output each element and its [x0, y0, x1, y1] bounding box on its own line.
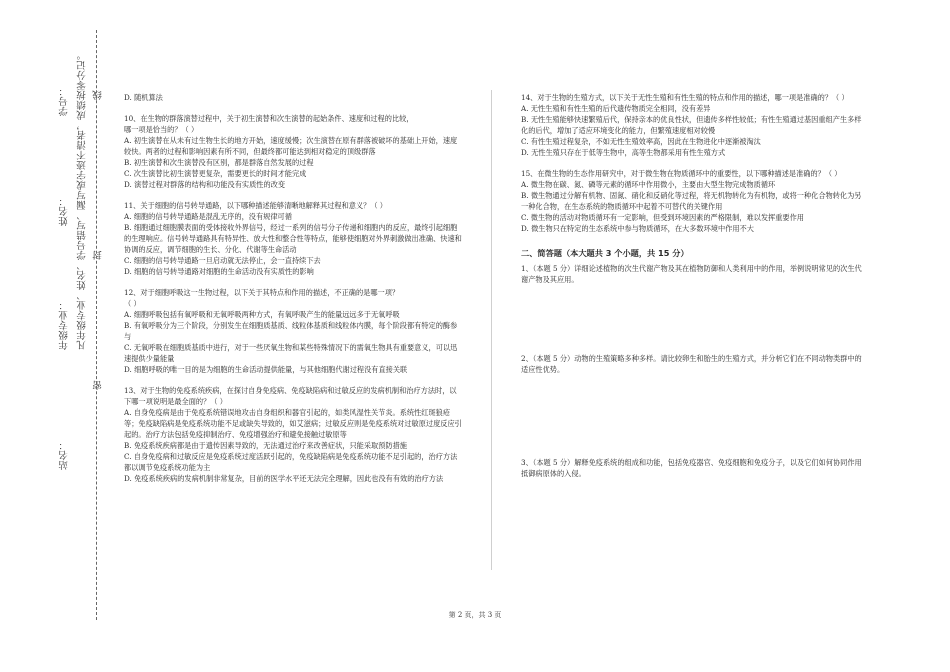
right-column: [521, 92, 866, 485]
question-9-continued: [124, 92, 462, 103]
answer-space: [521, 381, 866, 457]
question-stem: 11、关于细胞的信号转导通路，以下哪种描述能够清晰地解释其过程和意义？（ ）: [124, 201, 387, 210]
option-c: C. 次生演替比初生演替更复杂，需要更长的时间才能完成: [124, 169, 307, 178]
option-c: C. 微生物的活动对物质循环有一定影响，但受到环境因素的严格限制，难以发挥重要作用: [521, 213, 804, 222]
question-12: [124, 287, 462, 375]
binding-margin: [0, 0, 104, 672]
page-footer: 第 2 页，共 3 页: [448, 611, 502, 619]
option-a: A. 微生物在碳、氮、磷等元素的循环中作用微小，主要由大型生物完成物质循环: [521, 180, 776, 189]
xuehao-label: 学号：: [59, 86, 70, 116]
seal-line: [96, 30, 97, 620]
nianji-label: 年级专业：: [59, 300, 70, 350]
seal-text-mid: 封: [93, 250, 104, 260]
option-a: A. 细胞的信号转导通路是混乱无序的，没有规律可循: [124, 212, 292, 221]
option-a: A. 无性生殖和有性生殖的后代遗传物质完全相同，没有差异: [521, 104, 711, 113]
option-b: B. 细胞通过细胞膜表面的受体接收外界信号，经过一系列的信号分子传递和细胞内的反应，最终引起细胞的生理响应。信号转导通路具有特异性、放大性和整合性等特点，能够使细胞对外界刺激做出准确、快速和协调的反应，调节细胞的生长、分化、代谢等生命活动: [124, 223, 462, 254]
option-d: D. 免疫系统疾病的发病机制非常复杂，目前的医学水平还无法完全理解，因此也没有有效的治疗方法: [124, 474, 444, 483]
question-14: [521, 92, 866, 158]
option-b: B. 初生演替和次生演替没有区别，都是群落自然发展的过程: [124, 158, 314, 167]
xingming-label: 姓名：: [59, 196, 70, 226]
left-column: [124, 92, 462, 494]
answer-space: [521, 291, 866, 353]
option-d: D. 微生物只在特定的生态系统中参与物质循环，在大多数环境中作用不大: [521, 224, 754, 233]
option-d: D. 无性生殖只存在于低等生物中，高等生物都采用有性生殖方式: [521, 148, 726, 157]
zhanming-label: 站名：: [59, 440, 70, 470]
option-c: C. 无氧呼吸在细胞质基质中进行，对于一些厌氧生物和某些特殊情况下的需氧生物具有重要意义，可以迅速提供少量能量: [124, 343, 458, 363]
option-a: A. 细胞呼吸包括有氧呼吸和无氧呼吸两种方式，有氧呼吸产生的能量远远多于无氧呼吸: [124, 310, 400, 319]
seal-text-bottom: 密: [93, 380, 104, 390]
section-heading: 二、简答题（本大题共 3 个小题，共 15 分）: [521, 248, 689, 258]
short-answer-question-2: 2、（本题 5 分）动物的生殖策略多种多样。请比较卵生和胎生的生殖方式，并分析它们在不同动物类群中的适应性优势。: [521, 354, 862, 374]
option-d: D. 细胞的信号转导通路对细胞的生命活动没有实质性的影响: [124, 267, 314, 276]
question-stem: 15、在微生物的生态作用研究中，对于微生物在物质循环中的重要性，以下哪种描述是准确的？（ ）: [521, 169, 842, 178]
option-a: A. 自身免疫病是由于免疫系统错误地攻击自身组织和器官引起的，如类风湿性关节炎。系统性红斑狼疮等；免疫缺陷病是免疫系统功能不足或缺失导致的，如艾滋病；过敏反应则是免疫系统对过敏原过度反应引起的。治疗方法包括免疫抑制治疗、免疫增强治疗和避免接触过敏原等: [124, 408, 462, 439]
option-b: B. 微生物通过分解有机物、固氮、硝化和反硝化等过程，将无机物转化为有机物，或将一种化合物转化为另一种化合物，在生态系统的物质循环中起着不可替代的关键作用: [521, 191, 862, 211]
short-answer-question-3: 3、（本题 5 分）解释免疫系统的组成和功能，包括免疫器官、免疫细胞和免疫分子，以及它们如何协同作用抵御病原体的入侵。: [521, 458, 862, 478]
question-11: [124, 200, 462, 277]
question-15: [521, 168, 866, 234]
question-stem: 13、对于生物的免疫系统疾病，在探讨自身免疫病、免疫缺陷病和过敏反应的发病机制和治疗方法时，以下哪一项说明是最全面的？（ ）: [124, 386, 457, 406]
question-stem: 14、对于生物的生殖方式，以下关于无性生殖和有性生殖的特点和作用的描述，哪一项是准确的？（ ）: [521, 93, 849, 102]
question-stem: （ ）: [124, 299, 141, 308]
question-stem: 12、对于细胞呼吸这一生物过程，以下关于其特点和作用的描述，不正确的是哪一项？: [124, 288, 400, 297]
question-stem: 10、在生物的群落演替过程中，关于初生演替和次生演替的起始条件、速度和过程的比较，: [124, 114, 414, 123]
column-divider: [491, 90, 492, 570]
option-b: B. 无性生殖能够快速繁殖后代，保持亲本的优良性状，但遗传多样性较低；有性生殖通过基因重组产生多样化的后代，增加了适应环境变化的能力，但繁殖速度相对较慢: [521, 115, 862, 135]
option-c: C. 自身免疫病和过敏反应是免疫系统过度活跃引起的，免疫缺陷病是免疫系统功能不足引起的，治疗方法都以调节免疫系统功能为主: [124, 452, 458, 472]
option-c: C. 细胞的信号转导通路一旦启动就无法停止，会一直持续下去: [124, 256, 321, 265]
question-10: [124, 113, 462, 190]
option-b: B. 免疫系统疾病都是由于遗传因素导致的，无法通过治疗来改善症状，只能采取预防措施: [124, 441, 407, 450]
short-answer-question-1: 1、（本题 5 分）详细论述植物的次生代谢产物及其在植物防御和人类利用中的作用，举例说明常见的次生代谢产物及其应用。: [521, 264, 862, 284]
option-d: D. 随机算法: [124, 93, 163, 102]
margin-notice: 凡年级专业、姓名、学号错写、漏写或字迹不清者，成绩按零分记。: [77, 50, 88, 350]
question-13: [124, 385, 462, 484]
option-d: D. 演替过程对群落的结构和功能没有实质性的改变: [124, 180, 286, 189]
option-b: B. 有氧呼吸分为三个阶段，分别发生在细胞质基质、线粒体基质和线粒体内膜，每个阶段都有特定的酶参与: [124, 321, 458, 341]
option-d: D. 细胞呼吸的唯一目的是为细胞的生命活动提供能量，与其他细胞代谢过程没有直接关联: [124, 365, 408, 374]
seal-text-top: 线: [93, 90, 104, 100]
option-c: C. 有性生殖过程复杂，不如无性生殖效率高，因此在生物进化中逐渐被淘汰: [521, 137, 761, 146]
option-a: A. 初生演替在从未有过生物生长的地方开始，速度缓慢；次生演替在原有群落被破坏的基础上开始，速度较快。两者的过程和影响因素有所不同，但最终都可能达到相对稳定的顶级群落: [124, 136, 458, 156]
question-stem: 哪一项是恰当的？（ ）: [124, 125, 199, 134]
